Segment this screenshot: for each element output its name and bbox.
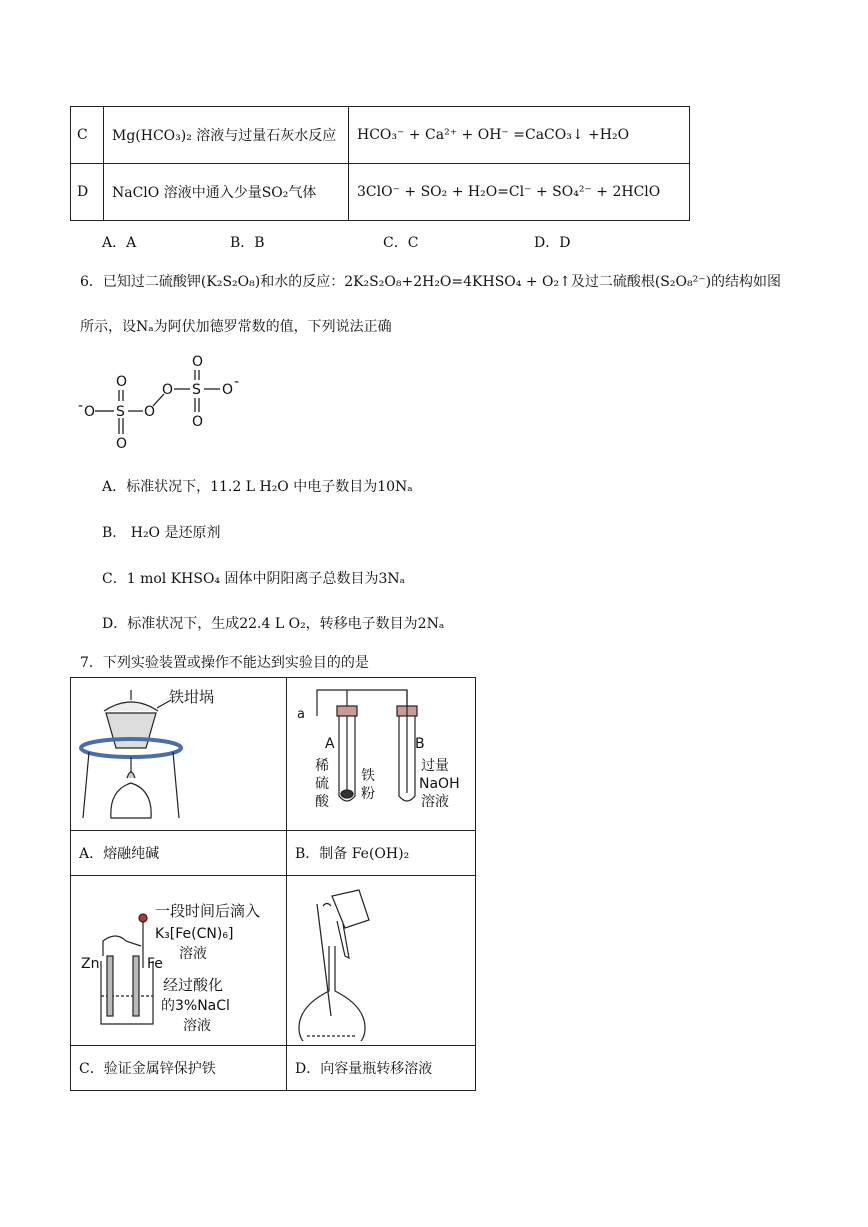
label-solution-2: 溶液 — [183, 1018, 211, 1034]
panel-a-caption[interactable]: A．熔融纯碱 — [71, 831, 287, 876]
q7-stem: 7．下列实验装置或操作不能达到实验目的的是 — [80, 655, 369, 671]
atom-o: O — [116, 374, 128, 390]
label-acid: 酸 — [315, 794, 329, 810]
label-dilute: 稀 — [315, 758, 329, 774]
label-acidified: 经过酸化 — [163, 976, 224, 994]
label-powder: 粉 — [361, 786, 375, 802]
label-tube-a: A — [325, 736, 335, 752]
row-description: Mg(HCO₃)₂ 溶液与过量石灰水反应 — [104, 107, 349, 164]
atom-o: O — [222, 382, 234, 398]
label-iron-crucible: 铁坩埚 — [169, 688, 215, 706]
label-solution: 溶液 — [421, 794, 449, 810]
q5-option-d[interactable]: D．D — [534, 235, 571, 251]
label-zn: Zn — [81, 956, 100, 972]
q5-option-a[interactable]: A．A — [102, 235, 137, 251]
fe-oh2-apparatus-diagram — [287, 678, 475, 826]
minus-left: - — [78, 398, 84, 414]
q6-stem-line2: 所示，设Nₐ为阿伏加德罗常数的值，下列说法正确 — [80, 319, 392, 335]
panel-c-caption[interactable]: C．验证金属锌保护铁 — [71, 1046, 287, 1091]
label-excess: 过量 — [421, 758, 449, 774]
row-letter: D — [71, 164, 104, 221]
panel-b-image — [287, 678, 476, 831]
q6-option-d[interactable]: D．标准状况下，生成22.4 L O₂，转移电子数目为2Nₐ — [102, 616, 445, 632]
zinc-protection-diagram — [71, 876, 286, 1041]
q5-option-c[interactable]: C．C — [383, 235, 419, 251]
label-solution: 溶液 — [179, 946, 207, 962]
atom-o: O — [192, 354, 204, 370]
atom-o: O — [116, 436, 128, 452]
row-equation: HCO₃⁻ + Ca²⁺ + OH⁻ =CaCO₃↓ +H₂O — [349, 107, 690, 164]
peroxodisulfate-structure — [76, 350, 256, 455]
q6-option-c[interactable]: C．1 mol KHSO₄ 固体中阴阳离子总数目为3Nₐ — [102, 571, 406, 587]
label-sulfuric: 硫 — [315, 776, 329, 792]
atom-o: O — [144, 404, 156, 420]
table-row — [71, 107, 690, 164]
label-fe: Fe — [147, 956, 163, 972]
volumetric-flask-diagram — [287, 876, 475, 1041]
panel-d-caption[interactable]: D．向容量瓶转移溶液 — [287, 1046, 476, 1091]
row-letter: C — [71, 107, 104, 164]
q6-stem-line1: 6．已知过二硫酸钾(K₂S₂O₈)和水的反应：2K₂S₂O₈+2H₂O=4KHSO₄ + O₂↑及过二硫酸根(S₂O₈²⁻)的结构如图 — [80, 274, 782, 290]
atom-s: S — [116, 404, 125, 420]
panel-d-image — [287, 876, 476, 1046]
row-equation: 3ClO⁻ + SO₂ + H₂O=Cl⁻ + SO₄²⁻ + 2HClO — [349, 164, 690, 221]
atom-s: S — [192, 382, 201, 398]
crucible-heating-diagram — [71, 678, 286, 826]
label-add-after: 一段时间后滴入 — [155, 902, 261, 920]
q5-option-b[interactable]: B．B — [230, 235, 265, 251]
q5-table — [70, 106, 690, 221]
atom-o: O — [192, 414, 204, 430]
atom-o: O — [84, 404, 96, 420]
atom-o: O — [162, 382, 174, 398]
label-k3fecn6: K₃[Fe(CN)₆] — [155, 926, 234, 942]
q6-option-a[interactable]: A．标准状况下，11.2 L H₂O 中电子数目为10Nₐ — [102, 479, 413, 495]
label-iron: 铁 — [361, 768, 375, 784]
label-tube-b: B — [415, 736, 425, 752]
label-nacl: 的3%NaCl — [161, 998, 230, 1014]
label-naoh: NaOH — [419, 776, 460, 792]
table-row — [71, 164, 690, 221]
minus-right: - — [234, 374, 240, 390]
panel-a-image — [71, 678, 287, 831]
panel-c-image — [71, 876, 287, 1046]
q7-apparatus-table — [70, 677, 476, 1091]
label-clamp-a: a — [297, 707, 305, 722]
row-description: NaClO 溶液中通入少量SO₂气体 — [104, 164, 349, 221]
panel-b-caption[interactable]: B．制备 Fe(OH)₂ — [287, 831, 476, 876]
q6-option-b[interactable]: B． H₂O 是还原剂 — [102, 525, 221, 541]
